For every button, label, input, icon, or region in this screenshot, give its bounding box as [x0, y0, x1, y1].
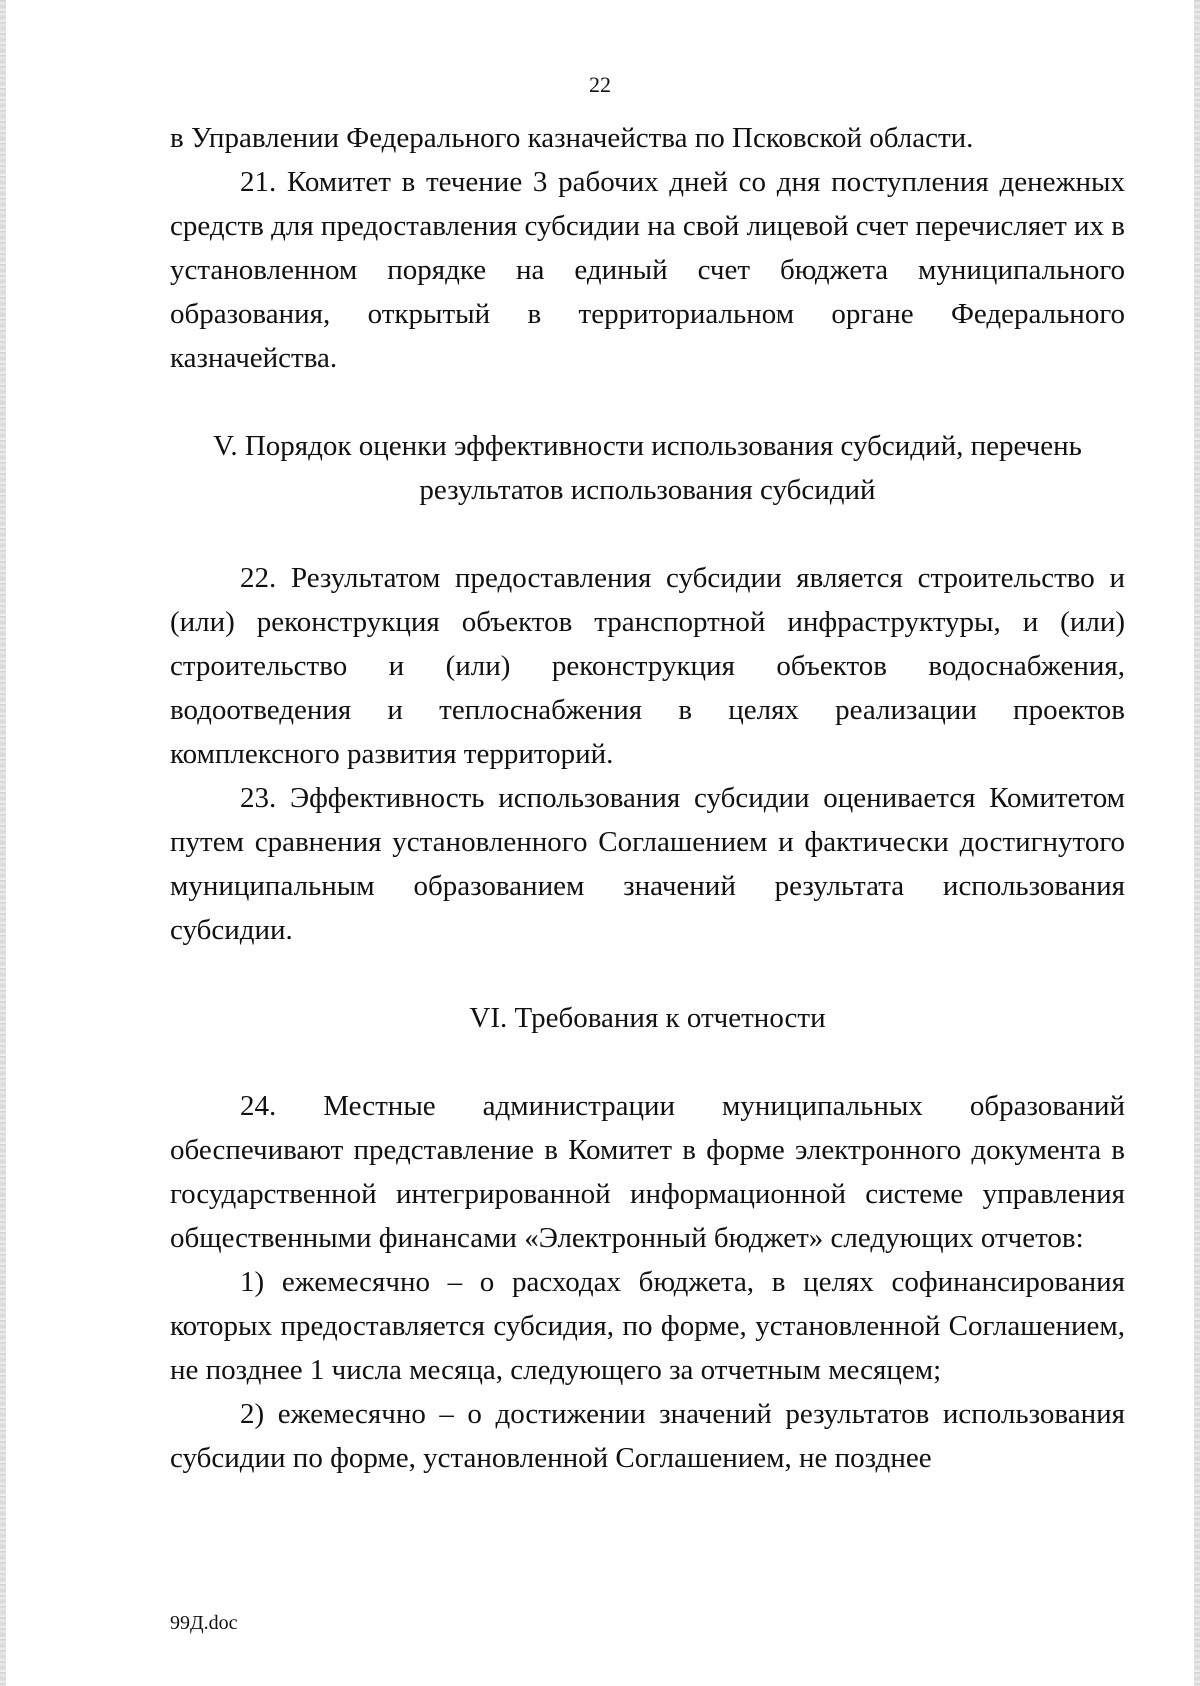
paragraph-22: 22. Результатом предоставления субсидии является строительство и (или) реконструкция объектов транспортной инфраструктуры, и (или) строительство и (или) реконструкция объектов водоснабжения, водоотведения и теплоснабжения в целях реализации проектов комплексного развития территорий.: [170, 562, 1125, 770]
paragraph-24-item-1: 1) ежемесячно – о расходах бюджета, в целях софинансирования которых предоставляется субсидия, по форме, установленной Соглашением, не позднее 1 числа месяца, следующего за отчетным месяцем;: [170, 1266, 1125, 1386]
paragraph-continuation: в Управлении Федерального казначейства по Псковской области.: [170, 122, 974, 154]
section-heading-vi: VI. Требования к отчетности: [469, 1002, 826, 1034]
document-body: [170, 116, 1125, 1480]
scan-edge-left: [0, 0, 6, 1686]
scan-edge-right: [1194, 0, 1200, 1686]
file-name-footer: 99Д.doc: [170, 1612, 238, 1634]
section-heading-v: V. Порядок оценки эффективности использования субсидий, перечень результатов использования субсидий: [213, 430, 1082, 506]
paragraph-21: 21. Комитет в течение 3 рабочих дней со дня поступления денежных средств для предоставления субсидии на свой лицевой счет перечисляет их в установленном порядке на единый счет бюджета муниципального образования, открытый в территориальном органе Федерального казначейства.: [170, 166, 1125, 374]
page-number: 22: [589, 72, 611, 97]
paragraph-24-item-2: 2) ежемесячно – о достижении значений результатов использования субсидии по форме, установленной Соглашением, не позднее: [170, 1398, 1125, 1474]
paragraph-24: 24. Местные администрации муниципальных образований обеспечивают представление в Комитет в форме электронного документа в государственной интегрированной информационной системе управления общественными финансами «Электронный бюджет» следующих отчетов:: [170, 1090, 1125, 1254]
paragraph-23: 23. Эффективность использования субсидии оценивается Комитетом путем сравнения установленного Соглашением и фактически достигнутого муниципальным образованием значений результата использования субсидии.: [170, 782, 1125, 946]
